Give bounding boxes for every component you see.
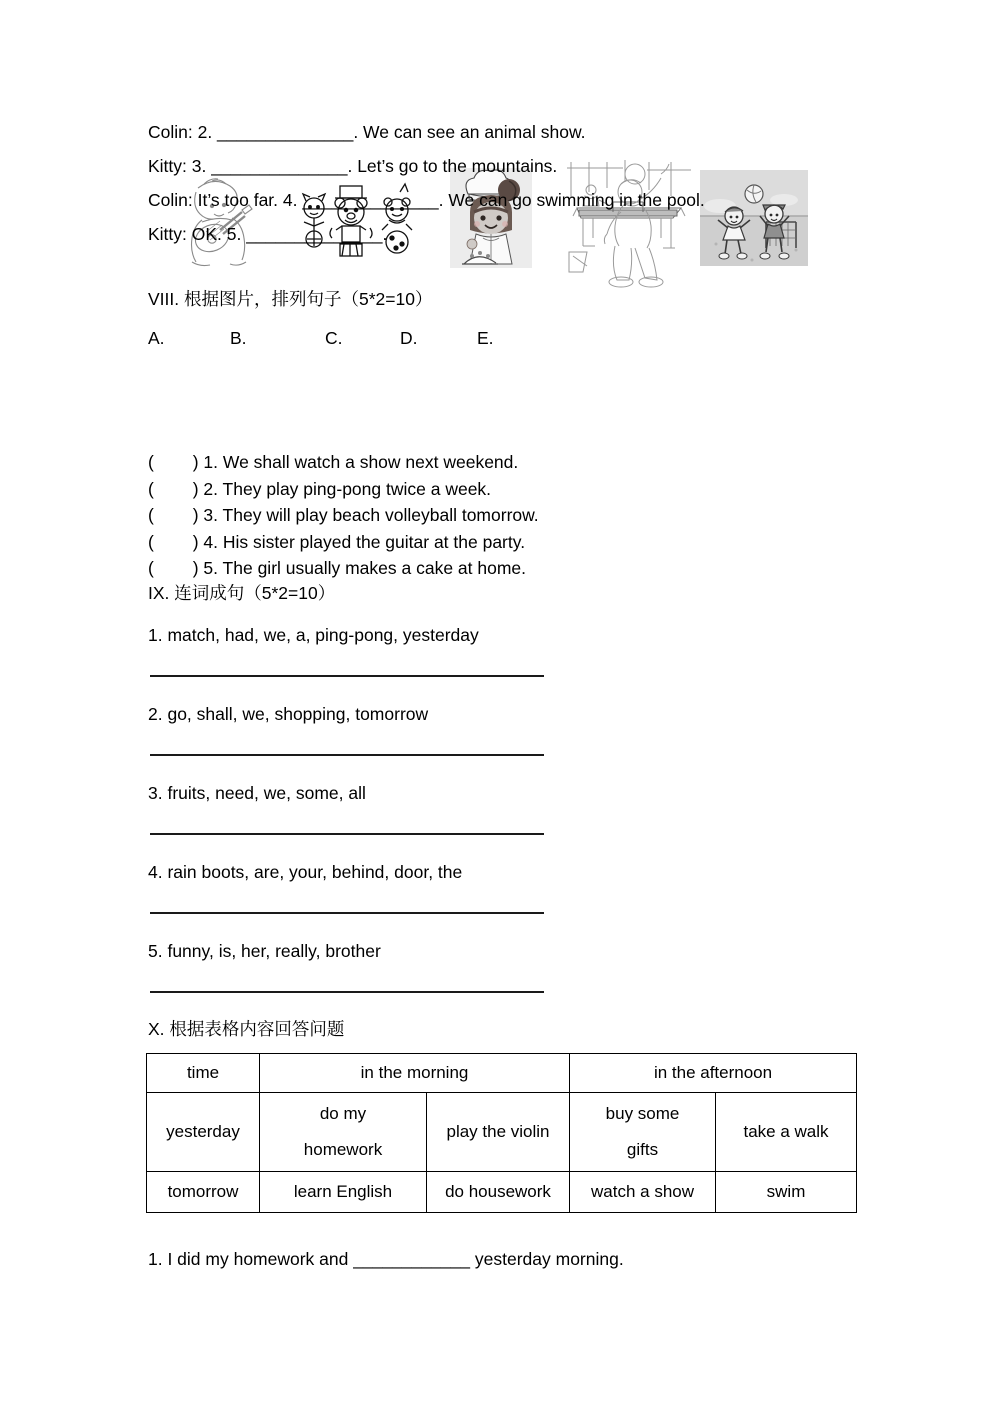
table-header-morning: in the morning [260, 1054, 570, 1093]
dialogue-line-4: Colin: It’s too far. 4. ______________. We can go swimming in the pool. [148, 190, 705, 210]
word-order-text: 2. go, shall, we, shopping, tomorrow [148, 704, 429, 724]
word-order-item [148, 625, 568, 704]
picture-label-c: C. [325, 328, 343, 348]
row-label-tomorrow: tomorrow [147, 1172, 260, 1213]
word-order-item [148, 704, 568, 783]
section-ix-heading: IX. 连词成句（5*2=10） [148, 583, 336, 603]
answer-line[interactable] [150, 754, 544, 756]
answer-line[interactable] [150, 675, 544, 677]
schedule-table [146, 1053, 857, 1213]
cell-line: do my [319, 1104, 367, 1124]
picture-label-e: E. [477, 328, 494, 348]
statement-item: ( ) 2. They play ping-pong twice a week. [148, 478, 492, 499]
answer-line[interactable] [150, 833, 544, 835]
table-header-row [147, 1054, 857, 1093]
cell-learn-english: learn English [260, 1172, 427, 1213]
cell-line: homework [303, 1140, 383, 1159]
picture-label-a: A. [148, 328, 165, 348]
table-header-afternoon: in the afternoon [570, 1054, 857, 1093]
section-x-question-1: 1. I did my homework and ____________ yesterday morning. [148, 1249, 624, 1269]
word-order-text: 5. funny, is, her, really, brother [148, 941, 381, 961]
word-order-text: 3. fruits, need, we, some, all [148, 783, 366, 803]
statement-item: ( ) 4. His sister played the guitar at the party. [148, 531, 526, 552]
statement-list [148, 452, 539, 585]
statement-item: ( ) 5. The girl usually makes a cake at home. [148, 558, 527, 578]
answer-line[interactable] [150, 912, 544, 914]
table-header-time: time [147, 1054, 260, 1093]
picture-label-b: B. [230, 328, 247, 348]
row-label-yesterday: yesterday [147, 1093, 260, 1172]
cell-line: gifts [626, 1140, 659, 1159]
statement-item: ( ) 3. They will play beach volleyball tomorrow. [148, 505, 539, 525]
cell-do-housework: do housework [427, 1172, 570, 1213]
word-order-item [148, 783, 568, 862]
cell-watch-a-show: watch a show [570, 1172, 716, 1213]
dialogue-line-3: Kitty: 3. ______________. Let’s go to the mountains. [148, 156, 558, 176]
cell-do-my-homework [260, 1093, 427, 1172]
dialogue-block [148, 122, 848, 258]
cell-swim: swim [716, 1172, 857, 1213]
statement-item: ( ) 1. We shall watch a show next weekend. [148, 452, 519, 472]
cell-buy-some-gifts [570, 1093, 716, 1172]
table-row [147, 1172, 857, 1213]
word-order-item [148, 941, 568, 1020]
word-order-item [148, 862, 568, 941]
answer-line[interactable] [150, 991, 544, 993]
word-order-text: 1. match, had, we, a, ping-pong, yesterday [148, 625, 479, 645]
table-row [147, 1093, 857, 1172]
section-viii-heading: VIII. 根据图片，排列句子（5*2=10） [148, 289, 433, 309]
word-order-list [148, 625, 568, 1020]
cell-play-the-violin: play the violin [427, 1093, 570, 1172]
cell-line: buy some [605, 1104, 680, 1124]
dialogue-line-2: Colin: 2. ______________. We can see an animal show. [148, 122, 586, 142]
cell-take-a-walk: take a walk [716, 1093, 857, 1172]
picture-label-d: D. [400, 328, 418, 348]
word-order-text: 4. rain boots, are, your, behind, door, the [148, 862, 463, 882]
section-x-heading: X. 根据表格内容回答问题 [148, 1019, 345, 1039]
dialogue-line-5: Kitty: OK. 5. ______________. [148, 224, 388, 244]
